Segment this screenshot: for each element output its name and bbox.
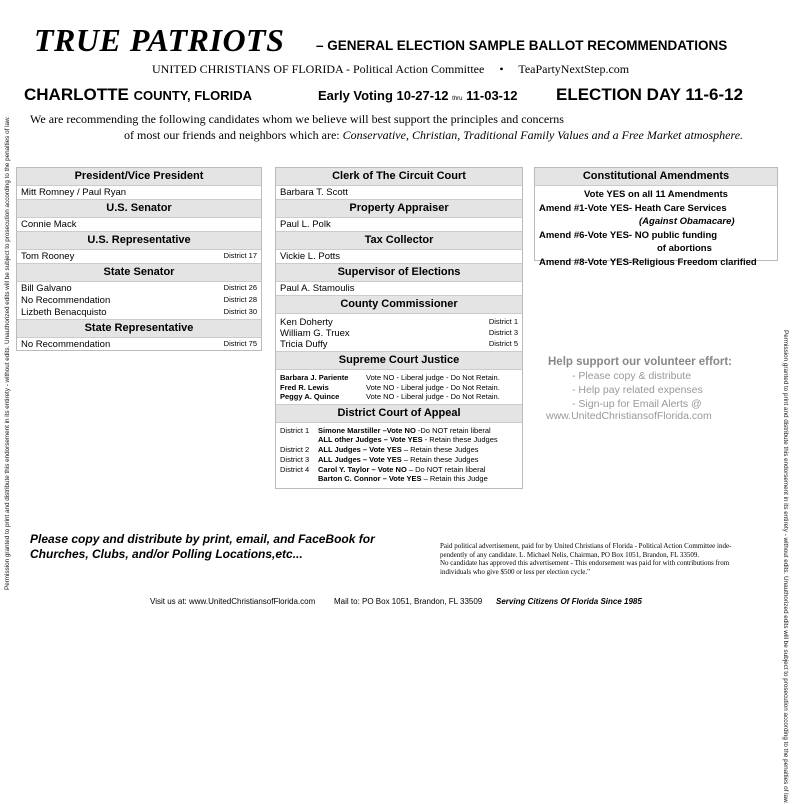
appeal-judge: ALL Judges – Vote YES: [318, 454, 402, 464]
volunteer-heading: Help support our volunteer effort:: [548, 356, 732, 368]
us-rep-row: [17, 250, 261, 263]
intro-line-2-values: Conservative, Christian, Traditional Family Values and a Free Market atmosphere.: [342, 128, 744, 142]
side-permission-left: Permission granted to print and distribute this endorsement in its entirety - without edits. Unauthorized edits will be subject to prosecution according to the penalties of law.: [4, 116, 11, 590]
committee-line: [152, 62, 629, 77]
clerk-candidate: Barbara T. Scott: [280, 187, 348, 198]
appeal-district: [280, 474, 318, 484]
appraiser-row: [276, 218, 522, 231]
amendments-header: Constitutional Amendments: [535, 168, 777, 186]
paid-line-2: pendently of any candidate. L. Michael Nelis, Chairman, PO Box 1051, Brandon, FL 33509.: [440, 550, 700, 559]
intro-line-2: [124, 128, 743, 143]
senator-candidate: Connie Mack: [21, 219, 77, 230]
supreme-court-row: [276, 373, 522, 383]
state-rep-district: District 75: [223, 339, 257, 348]
appeal-note: – Do NOT retain liberal: [406, 464, 486, 474]
copy-note: [30, 532, 375, 562]
early-voting-thru: thru: [452, 96, 463, 102]
appeal-court-list: [276, 423, 522, 487]
commissioner-district: District 5: [488, 339, 518, 348]
election-day: ELECTION DAY 11-6-12: [556, 85, 744, 104]
early-voting: [318, 88, 517, 103]
state-senator-candidate: Lizbeth Benacquisto: [21, 307, 107, 318]
president-row: [17, 186, 261, 199]
us-rep-district: District 17: [223, 251, 257, 260]
footer-mail: Mail to: PO Box 1051, Brandon, FL 33509: [334, 597, 483, 606]
state-rep-header: State Representative: [17, 319, 261, 338]
appeal-court-row: [276, 455, 522, 465]
intro-line-2-lead: of most our friends and neighbors which are:: [124, 128, 340, 142]
supervisor-row: [276, 282, 522, 295]
appeal-court-header: District Court of Appeal: [276, 404, 522, 423]
amend-6: Amend #6-Vote YES- NO public funding: [539, 229, 718, 241]
president-header: President/Vice President: [17, 168, 261, 186]
clerk-row: [276, 186, 522, 199]
clerk-header: Clerk of The Circuit Court: [276, 168, 522, 186]
us-rep-candidate: Tom Rooney: [21, 251, 75, 262]
page-subtitle: – GENERAL ELECTION SAMPLE BALLOT RECOMMENDATIONS: [316, 38, 728, 53]
appeal-note: - Retain these Judges: [422, 435, 498, 445]
appeal-court-row: [276, 426, 522, 436]
county-offices-box: [275, 167, 523, 489]
appeal-judge: Barton C. Connor – Vote YES: [318, 474, 422, 484]
footer-visit-link[interactable]: Visit us at: www.UnitedChristiansofFlorida.com: [150, 597, 316, 606]
state-senator-candidate: Bill Galvano: [21, 283, 72, 294]
volunteer-item: - Sign-up for Email Alerts @: [572, 398, 702, 410]
commissioner-row: [276, 339, 522, 351]
paid-line-3: No candidate has approved this advertisement - This endorsement was paid for with contributions from: [440, 559, 730, 568]
copy-note-line-2: Churches, Clubs, and/or Polling Locations,etc...: [30, 547, 303, 561]
page-title: TRUE PATRIOTS: [34, 22, 285, 58]
commissioner-district: District 1: [488, 317, 518, 326]
justice-name: Fred R. Lewis: [280, 382, 329, 392]
appeal-judge: Simone Marstiller –Vote NO: [318, 425, 416, 435]
supreme-court-row: [276, 383, 522, 393]
state-senator-district: District 30: [223, 307, 257, 316]
volunteer-item: - Please copy & distribute: [572, 370, 692, 382]
committee-bullet: •: [499, 62, 504, 76]
amend-1-note: (Against Obamacare): [639, 216, 735, 227]
amend-8: Amend #8-Vote YES-Religious Freedom clarified: [539, 256, 757, 268]
senator-row: [17, 218, 261, 231]
state-senator-district: District 28: [223, 295, 257, 304]
appeal-judge: ALL Judges – Vote YES: [318, 445, 402, 455]
paid-line-1: Paid political advertisement, paid for by United Christians of Florida - Political Action Committee inde-: [440, 542, 732, 550]
county-state: COUNTY, FLORIDA: [133, 88, 253, 103]
county-heading: [24, 85, 252, 105]
early-voting-end: 11-03-12: [466, 88, 518, 103]
appeal-note: – Retain these Judges: [401, 454, 479, 464]
state-senator-candidate: No Recommendation: [21, 295, 111, 306]
commissioner-candidate: Ken Doherty: [280, 317, 333, 328]
commissioner-row: [276, 328, 522, 339]
amendments-box: [534, 167, 778, 268]
appeal-note: -Do NOT retain liberal: [415, 425, 491, 435]
justice-name: Barbara J. Pariente: [280, 373, 349, 382]
appeal-court-row: [276, 474, 522, 484]
appraiser-header: Property Appraiser: [276, 199, 522, 218]
appeal-judge: Carol Y. Taylor – Vote NO: [318, 464, 407, 474]
commissioner-row: [276, 314, 522, 328]
state-senator-row: [17, 282, 261, 295]
us-rep-header: U.S. Representative: [17, 231, 261, 250]
appeal-court-row: [276, 435, 522, 445]
appeal-court-row: [276, 445, 522, 455]
appeal-district: District 3: [280, 454, 310, 464]
state-senator-row: [17, 295, 261, 306]
volunteer-site-link[interactable]: www.UnitedChristiansofFlorida.com: [546, 410, 712, 422]
copy-note-line-1: Please copy and distribute by print, email, and FaceBook for: [30, 532, 375, 546]
amend-6-note: of abortions: [657, 243, 712, 254]
volunteer-item: - Help pay related expenses: [572, 384, 703, 396]
appeal-note: – Retain these Judges: [401, 445, 479, 455]
tax-collector-header: Tax Collector: [276, 231, 522, 250]
senator-header: U.S. Senator: [17, 199, 261, 218]
state-rep-candidate: No Recommendation: [21, 339, 111, 350]
justice-vote: Vote NO - Liberal judge - Do Not Retain.: [366, 392, 500, 401]
commissioner-candidate: William G. Truex: [280, 328, 350, 339]
state-senator-header: State Senator: [17, 263, 261, 282]
paid-disclaimer: [440, 542, 780, 576]
amend-all: Vote YES on all 11 Amendments: [584, 189, 728, 200]
supreme-court-header: Supreme Court Justice: [276, 351, 522, 370]
commissioner-district: District 3: [488, 328, 518, 337]
supervisor-header: Supervisor of Elections: [276, 263, 522, 282]
amend-1: Amend #1-Vote YES- Heath Care Services: [539, 202, 727, 214]
footer-serving: Serving Citizens Of Florida Since 1985: [496, 597, 642, 606]
paid-line-4: individuals who give $500 or less per election cycle.": [440, 567, 591, 576]
justice-vote: Vote NO - Liberal judge - Do Not Retain.: [366, 373, 500, 382]
appeal-district: District 4: [280, 464, 310, 474]
appeal-judge: ALL other Judges – Vote YES: [318, 435, 423, 445]
county-name: CHARLOTTE: [24, 85, 129, 104]
commissioner-header: County Commissioner: [276, 295, 522, 314]
supervisor-candidate: Paul A. Stamoulis: [280, 283, 355, 294]
appeal-court-row: [276, 465, 522, 475]
president-candidate: Mitt Romney / Paul Ryan: [21, 187, 127, 198]
supreme-court-row: [276, 392, 522, 402]
appeal-district: District 2: [280, 445, 310, 455]
intro-line-1: We are recommending the following candidates whom we believe will best support the principles and concerns: [30, 112, 564, 126]
federal-state-box: [16, 167, 262, 351]
appeal-district: [280, 435, 318, 445]
justice-vote: Vote NO - Liberal judge - Do Not Retain.: [366, 382, 500, 392]
state-rep-row: [17, 338, 261, 351]
appeal-district: District 1: [280, 425, 310, 435]
early-voting-start: Early Voting 10-27-12: [318, 88, 449, 103]
committee-name: UNITED CHRISTIANS OF FLORIDA - Political Action Committee: [152, 62, 485, 76]
commissioner-candidate: Tricia Duffy: [280, 339, 328, 350]
side-permission-right: Permission granted to print and distribute this endorsement in its entirety - without edits. Unauthorized edits will be subject to prosecution according to the penalties of law.: [782, 330, 789, 804]
appraiser-candidate: Paul L. Polk: [280, 219, 331, 230]
committee-site: TeaPartyNextStep.com: [518, 62, 630, 76]
state-senator-row: [17, 306, 261, 319]
appeal-note: – Retain this Judge: [421, 474, 488, 484]
tax-collector-candidate: Vickie L. Potts: [280, 251, 341, 262]
state-senator-district: District 26: [223, 283, 257, 292]
tax-collector-row: [276, 250, 522, 263]
justice-name: Peggy A. Quince: [280, 392, 340, 401]
supreme-court-list: [276, 370, 522, 404]
